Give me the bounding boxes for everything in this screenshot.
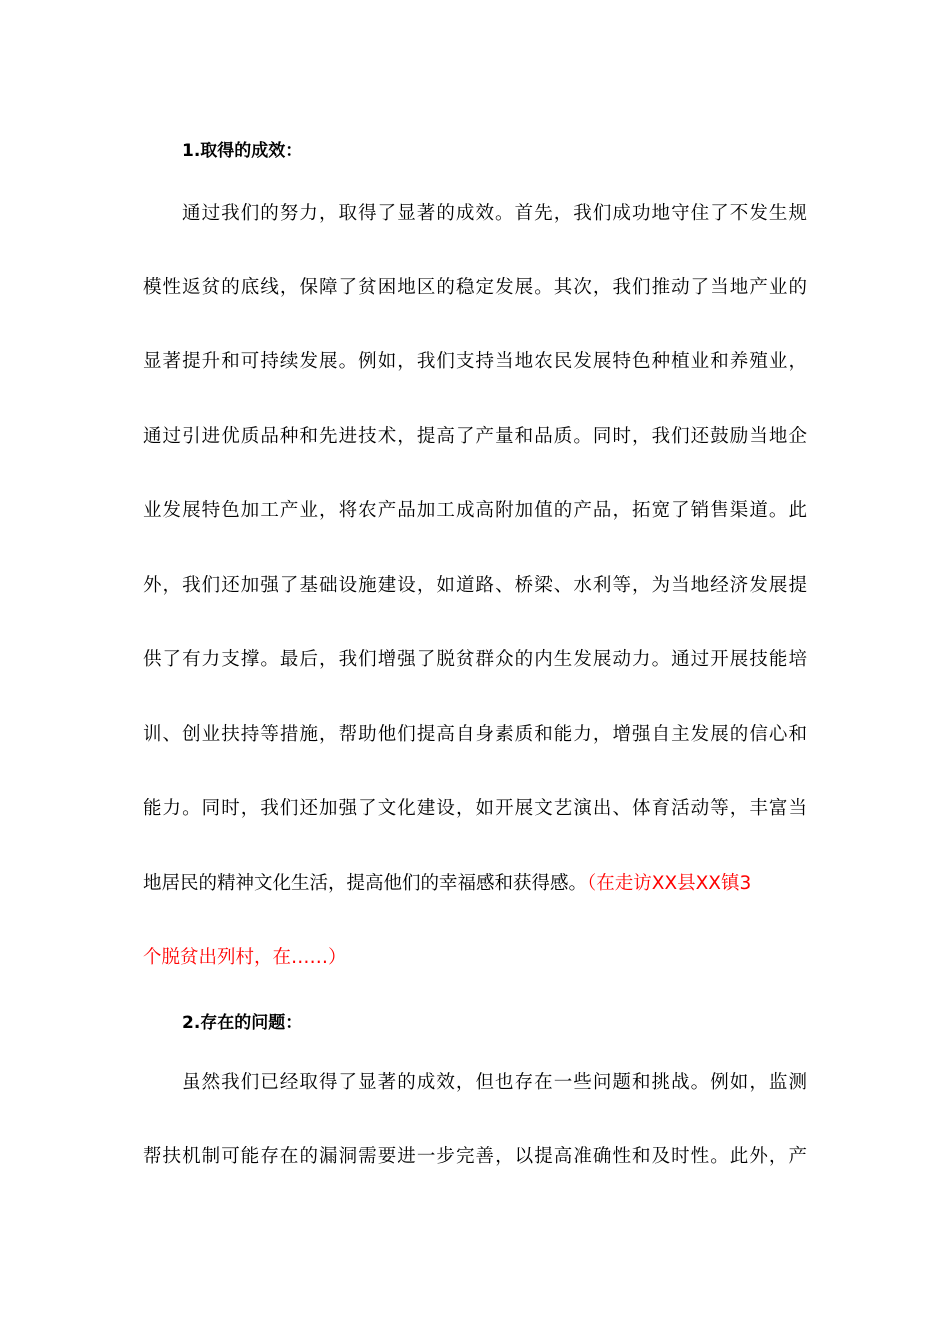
section-2-line-2: 帮扶机制可能存在的漏洞需要进一步完善，以提高准确性和及时性。此外，产 [143,1146,807,1167]
section-1-line-9: 能力。同时，我们还加强了文化建设，如开展文艺演出、体育活动等，丰富当 [143,798,807,819]
field-visit-note: （在走访XX县XX镇3 [587,873,752,894]
section-1-heading: 1.取得的成效： [182,141,303,161]
section-1-line-7: 供了有力支撑。最后，我们增强了脱贫群众的内生发展动力。通过开展技能培 [143,649,807,670]
section-1-line-10-text: 地居民的精神文化生活，提高他们的幸福感和获得感。 [143,873,588,894]
section-1-line-8: 训、创业扶持等措施，帮助他们提高自身素质和能力，增强自主发展的信心和 [143,724,807,745]
section-1-line-5: 业发展特色加工产业，将农产品加工成高附加值的产品，拓宽了销售渠道。此 [143,500,807,521]
section-1-line-2: 模性返贫的底线，保障了贫困地区的稳定发展。其次，我们推动了当地产业的 [143,277,807,298]
section-1-line-10 [143,871,807,897]
section-2-line-1: 虽然我们已经取得了显著的成效，但也存在一些问题和挑战。例如，监测 [182,1072,807,1093]
section-1-line-4: 通过引进优质品种和先进技术，提高了产量和品质。同时，我们还鼓励当地企 [143,426,807,447]
section-1-line-3: 显著提升和可持续发展。例如，我们支持当地农民发展特色种植业和养殖业， [143,351,807,372]
section-1-line-6: 外，我们还加强了基础设施建设，如道路、桥梁、水利等，为当地经济发展提 [143,575,807,596]
section-1-line-1: 通过我们的努力，取得了显著的成效。首先，我们成功地守住了不发生规 [182,203,807,224]
field-visit-note-continued: 个脱贫出列村，在……） [143,947,347,968]
section-2-heading: 2.存在的问题： [182,1013,303,1033]
